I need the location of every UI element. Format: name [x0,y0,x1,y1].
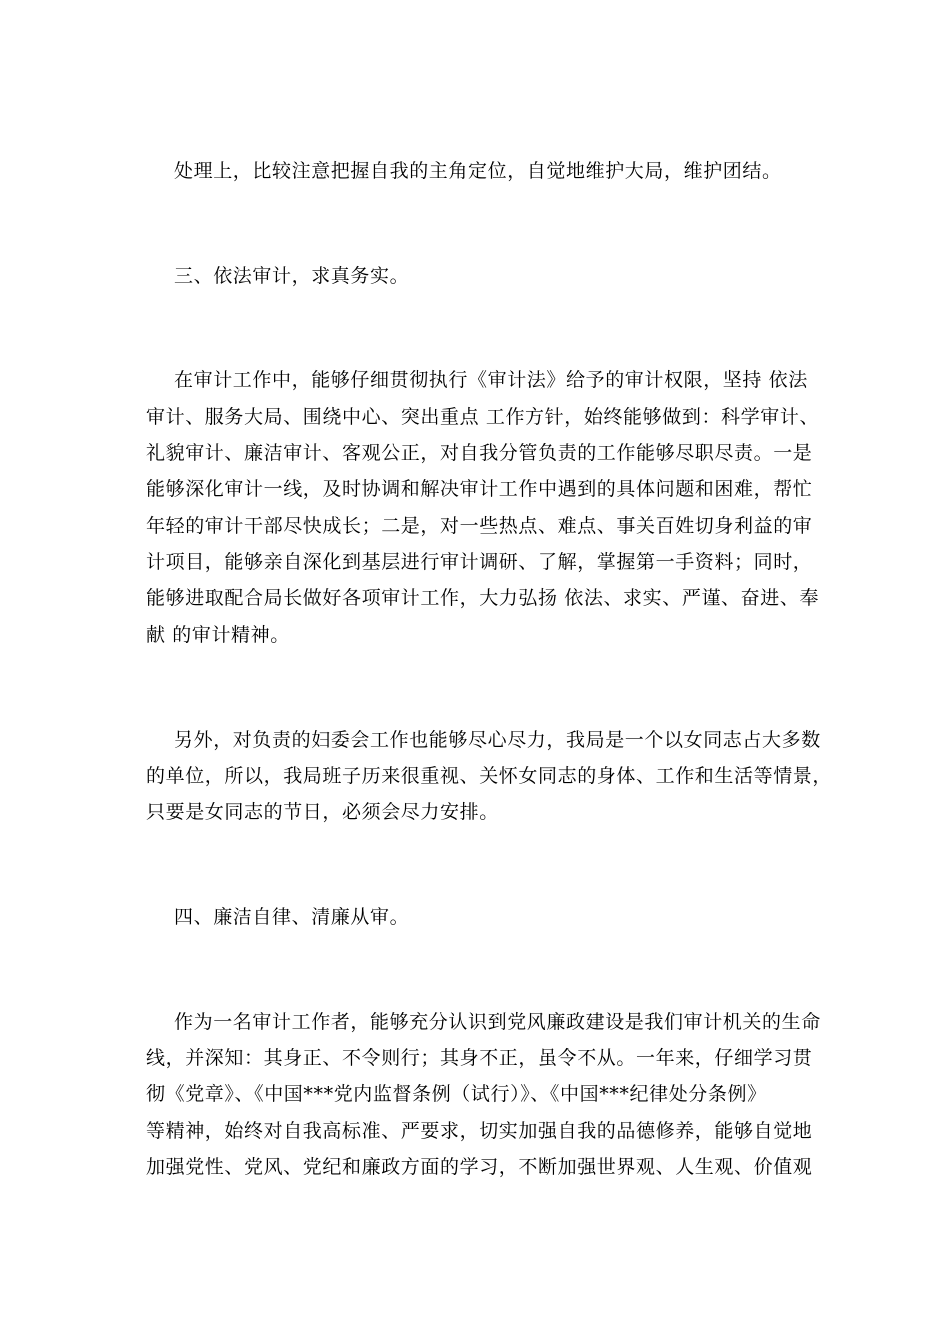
paragraph-line: 年轻的审计干部尽快成长；二是，对一些热点、难点、事关百姓切身利益的审 [146,515,813,537]
paragraph-line: 作为一名审计工作者，能够充分认识到党风廉政建设是我们审计机关的生命 [174,1011,821,1033]
paragraph-line: 另外，对负责的妇委会工作也能够尽心尽力，我局是一个以女同志占大多数 [174,729,821,751]
section-heading-3: 三、依法审计，求真务实。 [174,265,410,287]
paragraph-line: 献 的审计精神。 [146,624,290,646]
paragraph-line: 能够深化审计一线，及时协调和解决审计工作中遇到的具体问题和困难，帮忙 [146,478,813,500]
paragraph-line: 计项目，能够亲自深化到基层进行审计调研、了解，掌握第一手资料；同时， [146,551,813,573]
paragraph-line: 处理上，比较注意把握自我的主角定位，自觉地维护大局，维护团结。 [174,160,782,182]
paragraph-line: 能够进取配合局长做好各项审计工作，大力弘扬 依法、求实、严谨、奋进、奉 [146,587,820,609]
section-heading-4: 四、廉洁自律、清廉从审。 [174,906,410,928]
paragraph-line: 在审计工作中，能够仔细贯彻执行《审计法》给予的审计权限，坚持 依法 [174,369,808,391]
paragraph-line: 加强党性、党风、党纪和廉政方面的学习，不断加强世界观、人生观、价值观 [146,1156,813,1178]
paragraph-line: 的单位，所以，我局班子历来很重视、关怀女同志的身体、工作和生活等情景， [146,765,833,787]
paragraph-line: 只要是女同志的节日，必须会尽力安排。 [146,801,499,823]
paragraph-line: 礼貌审计、廉洁审计、客观公正，对自我分管负责的工作能够尽职尽责。一是 [146,442,813,464]
paragraph-line: 审计、服务大局、围绕中心、突出重点 工作方针，始终能够做到：科学审计、 [146,406,820,428]
paragraph-line: 彻《党章》、《中国***党内监督条例（试行）》、《中国***纪律处分条例》 [146,1083,767,1105]
paragraph-line: 等精神，始终对自我高标准、严要求，切实加强自我的品德修养，能够自觉地 [146,1120,813,1142]
paragraph-line: 线，并深知：其身正、不令则行；其身不正，虽令不从。一年来，仔细学习贯 [146,1047,813,1069]
